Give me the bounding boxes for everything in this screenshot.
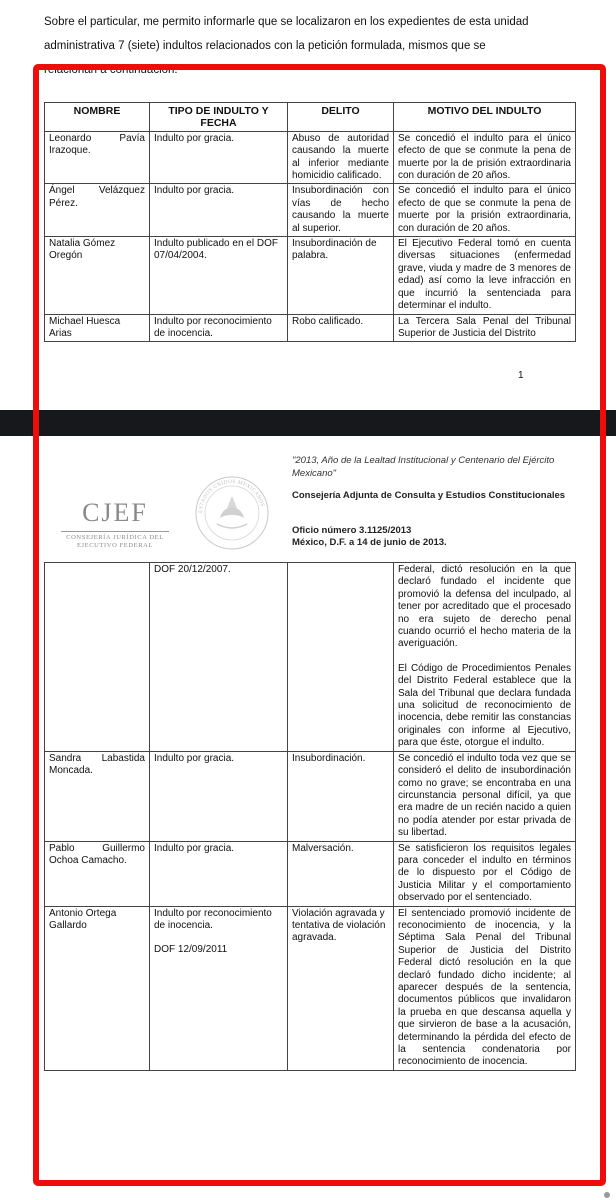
cell-motivo bbox=[394, 563, 576, 752]
oficio-date: México, D.F. a 14 de junio de 2013. bbox=[292, 537, 447, 548]
logo-rule bbox=[61, 531, 169, 532]
intro-paragraph bbox=[44, 10, 584, 82]
paragraph-gap bbox=[398, 651, 571, 663]
cell-delito: Insubordinación. bbox=[288, 751, 394, 841]
intro-line-3: relacionan a continuación: bbox=[44, 64, 178, 76]
page-number: 1 bbox=[518, 370, 524, 381]
cell-tipo: Indulto por gracia. bbox=[150, 751, 288, 841]
table-row bbox=[45, 314, 576, 342]
cell-tipo: Indulto por reconocimiento de inocencia. bbox=[150, 314, 288, 342]
cell-tipo: DOF 20/12/2007. bbox=[150, 563, 288, 752]
paragraph-gap bbox=[154, 932, 283, 944]
document-page-1 bbox=[0, 0, 616, 410]
cell-nombre: Ángel Velázquez Pérez. bbox=[45, 184, 150, 237]
cell-delito: Violación agravada y tentativa de violación agravada. bbox=[288, 906, 394, 1070]
cell-motivo: La Tercera Sala Penal del Tribunal Superior de Justicia del Distrito bbox=[394, 314, 576, 342]
cell-nombre: Sandra Labastida Moncada. bbox=[45, 751, 150, 841]
cell-nombre: Michael Huesca Arias bbox=[45, 314, 150, 342]
intro-clip bbox=[0, 0, 616, 76]
cell-nombre: Pablo Guillermo Ochoa Camacho. bbox=[45, 841, 150, 906]
seal-text: ESTADOS UNIDOS MEXICANOS bbox=[197, 478, 266, 514]
cell-motivo: El sentenciado promovió incidente de reconocimiento de inocencia, y la Séptima Sala Penal del Tribunal Superior de Justicia del Distrito Federal dictó resolución en la que declaró fundado dicho incidente; al aparecer después de la sentencia, documentos públicos que invalidaron la prueba en que descansa aquella y que sirvieron de base a la acusación, determinando la pérdida del efecto de la sentencia condenatoria por reconocimiento de inocencia. bbox=[394, 906, 576, 1070]
tipo-line-2: DOF 12/09/2011 bbox=[154, 944, 228, 956]
header-delito: DELITO bbox=[288, 103, 394, 132]
table-row bbox=[45, 841, 576, 906]
year-motto: "2013, Año de la Lealtad Institucional y Centenario del Ejército Mexicano" bbox=[292, 455, 555, 479]
cell-motivo: Se satisficieron los requisitos legales para conceder el indulto en términos de lo dispuesto por el Código de Justicia Militar y el comportamiento observado por el sentenciado. bbox=[394, 841, 576, 906]
corner-mark bbox=[604, 1192, 610, 1198]
tipo-line-1: Indulto por reconocimiento de inocencia. bbox=[154, 907, 272, 931]
table-row bbox=[45, 751, 576, 841]
page-separator bbox=[0, 410, 616, 436]
header-motivo: MOTIVO DEL INDULTO bbox=[394, 103, 576, 132]
table-row bbox=[45, 131, 576, 184]
cell-motivo: Se concedió el indulto toda vez que se consideró el delito de insubordinación como no grave; se encontraba en una circunstancia personal difícil, ya que era madre de un recién nacido a quien no podía atender por estar privada de su libertad. bbox=[394, 751, 576, 841]
cell-delito: Insubordinación con vías de hecho causando la muerte al superior. bbox=[288, 184, 394, 237]
cell-tipo: Indulto por gracia. bbox=[150, 841, 288, 906]
header-tipo: TIPO DE INDULTO Y FECHA bbox=[150, 103, 288, 132]
header-nombre: NOMBRE bbox=[45, 103, 150, 132]
cell-delito: Abuso de autoridad causando la muerte al inferior mediante homicidio calificado. bbox=[288, 131, 394, 184]
logo-subtitle-1: CONSEJERÍA JURÍDICA DEL bbox=[66, 534, 164, 541]
cell-motivo: Se concedió el indulto para el único efecto de que se conmute la pena de muerte por la prisión extraordinaria, con duración de 20 años. bbox=[394, 184, 576, 237]
department-name: Consejería Adjunta de Consulta y Estudios Constitucionales bbox=[292, 490, 566, 501]
logo-subtitle-2: EJECUTIVO FEDERAL bbox=[76, 542, 154, 549]
motivo-paragraph-1: Federal, dictó resolución en la que declaró fundado el incidente que promovió la defensa del inculpado, al tener por acreditado que el procesado no era sujeto de derecho penal cuando ocurrió el hecho materia de la averiguación. bbox=[398, 564, 571, 650]
cell-delito bbox=[288, 563, 394, 752]
motivo-paragraph-2: El Código de Procedimientos Penales del Distrito Federal establece que la Sala del Tribunal que declara fundada una solicitud de reconocimiento de inocencia, debe remitir las constancias originales con informe al Ejecutivo, para que éste, otorgue el indulto. bbox=[398, 662, 571, 749]
table-row bbox=[45, 906, 576, 1070]
indultos-table-page-2 bbox=[44, 562, 576, 1071]
table-row bbox=[45, 563, 576, 752]
cell-tipo bbox=[150, 906, 288, 1070]
national-seal-icon bbox=[193, 474, 271, 552]
cell-motivo: El Ejecutivo Federal tomó en cuenta diversas situaciones (enfermedad grave, viuda y madre de 3 menores de edad) así como la leve infracción en que incurrió la sentenciada para determinar el indulto. bbox=[394, 237, 576, 314]
cell-tipo: Indulto por gracia. bbox=[150, 131, 288, 184]
cell-tipo: Indulto publicado en el DOF 07/04/2004. bbox=[150, 237, 288, 314]
cell-motivo: Se concedió el indulto para el único efecto de que se conmute la pena de muerte por la de prisión extraordinaria con duración de 20 años. bbox=[394, 131, 576, 184]
table-header-row bbox=[45, 103, 576, 132]
cell-nombre: Natalia Gómez Oregón bbox=[45, 237, 150, 314]
cell-delito: Malversación. bbox=[288, 841, 394, 906]
cjef-logo bbox=[55, 498, 175, 553]
cell-nombre: Antonio Ortega Gallardo bbox=[45, 906, 150, 1070]
cell-nombre bbox=[45, 563, 150, 752]
table-row bbox=[45, 184, 576, 237]
cell-delito: Insubordinación de palabra. bbox=[288, 237, 394, 314]
logo-text: CJEF bbox=[82, 498, 148, 527]
table-row bbox=[45, 237, 576, 314]
cell-delito: Robo calificado. bbox=[288, 314, 394, 342]
oficio-block bbox=[292, 525, 592, 549]
indultos-table-page-1 bbox=[44, 102, 576, 342]
cell-tipo: Indulto por gracia. bbox=[150, 184, 288, 237]
intro-line-2: administrativa 7 (siete) indultos relacionados con la petición formulada, mismos que se bbox=[44, 40, 486, 52]
oficio-number: Oficio número 3.1125/2013 bbox=[292, 525, 412, 536]
intro-line-1: Sobre el particular, me permito informarle que se localizaron en los expedientes de esta unidad bbox=[44, 16, 529, 28]
cell-nombre: Leonardo Pavía Irazoque. bbox=[45, 131, 150, 184]
